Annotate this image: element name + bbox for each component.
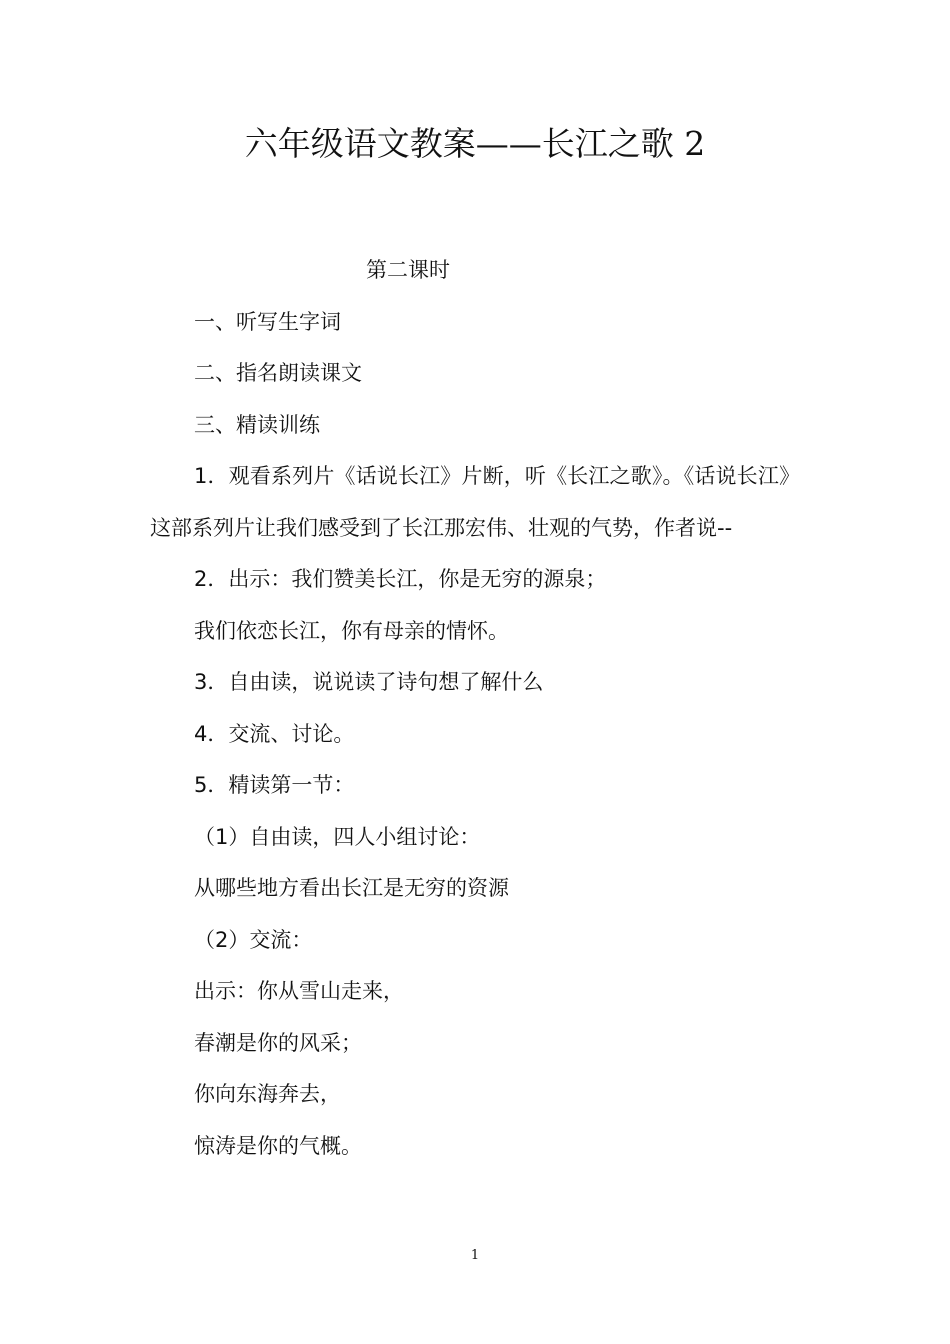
paragraph: 4．交流、讨论。 <box>194 721 355 746</box>
paragraph: 我们依恋长江，你有母亲的情怀。 <box>194 618 509 643</box>
paragraph: 春潮是你的风采； <box>194 1030 362 1055</box>
page-number: 1 <box>470 1248 480 1263</box>
paragraph: 1．观看系列片《话说长江》片断，听《长江之歌》。《话说长江》这部系列片让我们感受到了长江那宏伟、壮观的气势，作者说-- <box>150 464 800 540</box>
paragraph: 你向东海奔去， <box>194 1082 341 1106</box>
paragraph: 三、精读训练 <box>194 412 320 437</box>
paragraph: 二、指名朗读课文 <box>194 361 362 385</box>
document-body <box>150 245 800 1172</box>
document-title: 六年级语文教案——长江之歌 2 <box>244 124 706 163</box>
paragraph: 3．自由读，说说读了诗句想了解什么 <box>194 670 544 694</box>
paragraph: 一、听写生字词 <box>194 309 341 334</box>
paragraph: 出示：你从雪山走来， <box>194 979 404 1003</box>
lesson-heading: 第二课时 <box>366 258 450 282</box>
paragraph: 2．出示：我们赞美长江，你是无穷的源泉； <box>194 567 607 591</box>
paragraph: 惊涛是你的气概。 <box>194 1133 362 1158</box>
paragraph: （1）自由读，四人小组讨论： <box>194 824 481 849</box>
paragraph: 5．精读第一节： <box>194 773 355 797</box>
paragraph: （2）交流： <box>194 927 313 952</box>
paragraph: 从哪些地方看出长江是无穷的资源 <box>194 876 509 900</box>
